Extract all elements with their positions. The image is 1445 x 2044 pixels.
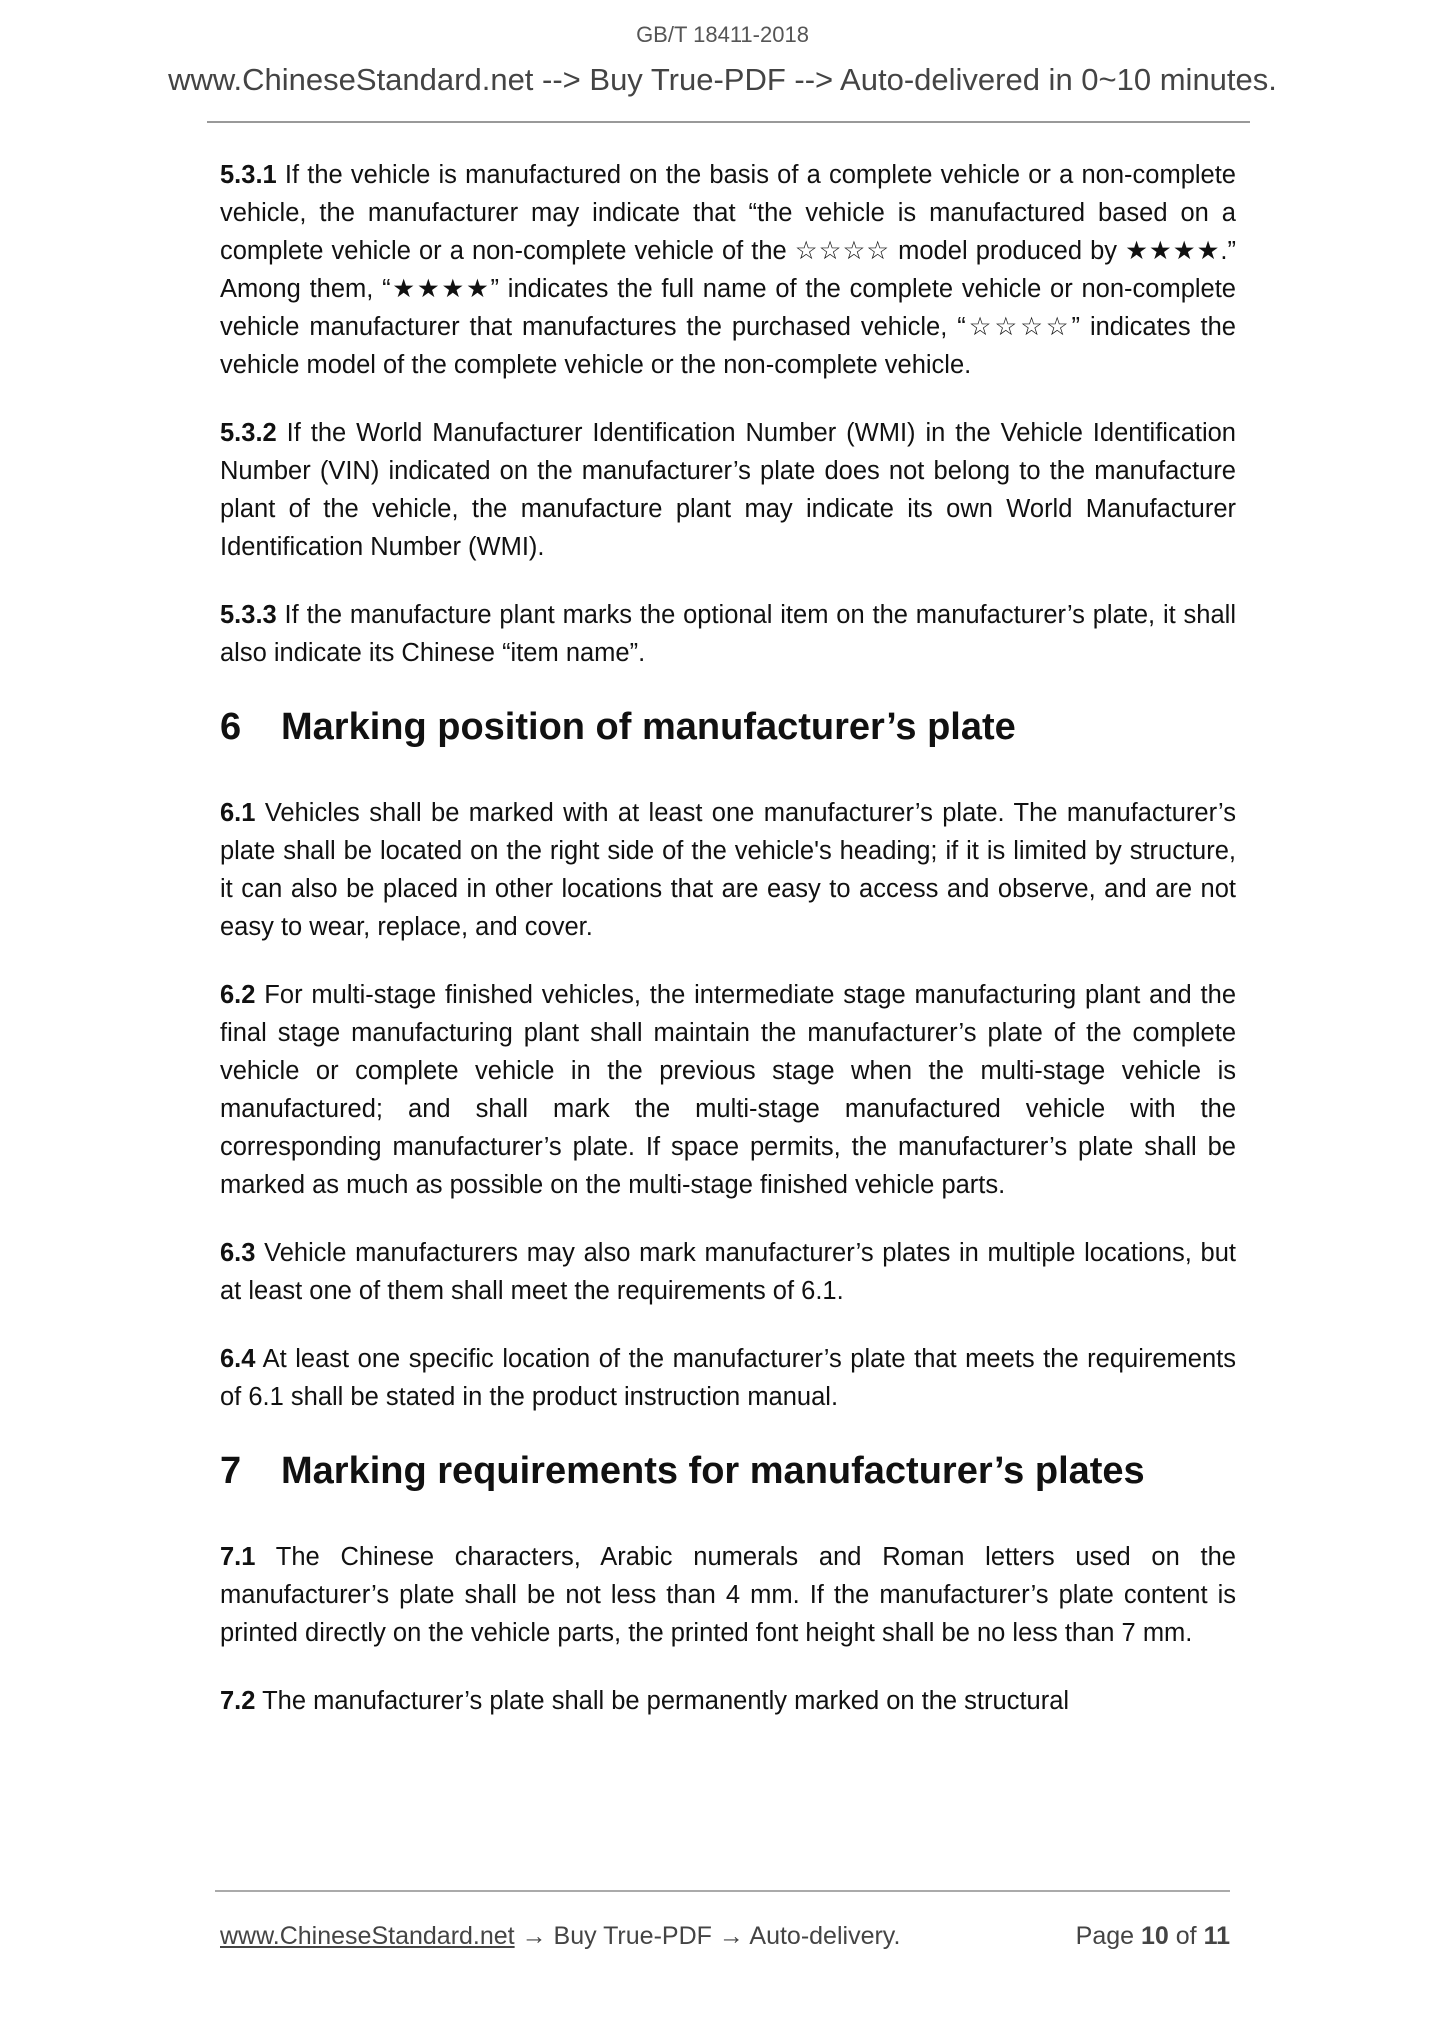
clause-paragraph bbox=[220, 1234, 1236, 1310]
clause-paragraph bbox=[220, 1682, 1236, 1720]
clause-number: 7.2 bbox=[220, 1687, 256, 1715]
page-number: 10 bbox=[1140, 1922, 1169, 1950]
clause-number: 5.3.2 bbox=[220, 419, 277, 447]
clause-text: The manufacturer’s plate shall be permanently marked on the structural bbox=[255, 1687, 1070, 1715]
clause-number: 6.2 bbox=[220, 981, 256, 1009]
clause-number: 5.3.1 bbox=[220, 161, 277, 189]
clause-paragraph bbox=[220, 794, 1236, 946]
clause-text: If the World Manufacturer Identification Number (WMI) in the Vehicle Identification Number (VIN) indicated on the manufacturer’s plate does not belong to the manufacture plant of the vehicle, the manufacture plant may indicate its own World Manufacturer Identification Number (WMI). bbox=[220, 419, 1236, 561]
section-title: Marking position of manufacturer’s plate bbox=[281, 706, 1016, 748]
clause-number: 5.3.3 bbox=[220, 601, 277, 629]
clause-text: Vehicle manufacturers may also mark manufacturer’s plates in multiple locations, but at least one of them shall meet the requirements of 6.1. bbox=[220, 1239, 1236, 1305]
section-heading bbox=[220, 702, 1236, 752]
of-label: of bbox=[1175, 1922, 1197, 1950]
clause-number: 6.3 bbox=[220, 1239, 256, 1267]
clause-text: At least one specific location of the manufacturer’s plate that meets the requirements of 6.1 shall be stated in the product instruction manual. bbox=[220, 1345, 1236, 1411]
clause-paragraph bbox=[220, 414, 1236, 566]
header-divider bbox=[207, 121, 1250, 123]
standard-code: GB/T 18411-2018 bbox=[636, 22, 809, 47]
clause-paragraph bbox=[220, 156, 1236, 384]
footer-divider bbox=[215, 1890, 1230, 1892]
clause-paragraph bbox=[220, 596, 1236, 672]
clause-paragraph bbox=[220, 1340, 1236, 1416]
clause-number: 6.1 bbox=[220, 799, 256, 827]
page-total: 11 bbox=[1203, 1922, 1230, 1950]
document-body bbox=[220, 156, 1236, 1750]
footer-text: → Buy True-PDF → Auto-delivery. bbox=[514, 1922, 901, 1950]
clause-text: Vehicles shall be marked with at least one manufacturer’s plate. The manufacturer’s plate shall be located on the right side of the vehicle's heading; if it is limited by structure, it can also be placed in other locations that are easy to access and observe, and are not easy to wear, replace, and cover. bbox=[220, 799, 1236, 941]
footer bbox=[220, 1922, 1230, 1951]
section-number: 6 bbox=[220, 706, 242, 748]
clause-paragraph bbox=[220, 976, 1236, 1204]
clause-text: The Chinese characters, Arabic numerals and Roman letters used on the manufacturer’s plate shall be not less than 4 mm. If the manufacturer’s plate content is printed directly on the vehicle parts, the printed font height shall be no less than 7 mm. bbox=[220, 1543, 1236, 1647]
header-banner bbox=[0, 62, 1445, 98]
clause-text: If the vehicle is manufactured on the basis of a complete vehicle or a non-complete vehicle, the manufacturer may indicate that “the vehicle is manufactured based on a complete vehicle or a non-complete vehicle of the ☆☆☆☆ model produced by ★★★★.” Among them, “★★★★” indicates the full name of the complete vehicle or non-complete vehicle manufacturer that manufactures the purchased vehicle, “☆☆☆☆” indicates the vehicle model of the complete vehicle or the non-complete vehicle. bbox=[220, 161, 1236, 379]
clause-number: 6.4 bbox=[220, 1345, 256, 1373]
footer-link[interactable]: www.ChineseStandard.net bbox=[220, 1922, 515, 1950]
clause-text: If the manufacture plant marks the optional item on the manufacturer’s plate, it shall also indicate its Chinese “item name”. bbox=[220, 601, 1236, 667]
clause-text: For multi-stage finished vehicles, the intermediate stage manufacturing plant and the final stage manufacturing plant shall maintain the manufacturer’s plate of the complete vehicle or complete vehicle in the previous stage when the multi-stage vehicle is manufactured; and shall mark the multi-stage manufactured vehicle with the corresponding manufacturer’s plate. If space permits, the manufacturer’s plate shall be marked as much as possible on the multi-stage finished vehicle parts. bbox=[220, 981, 1236, 1199]
section-heading bbox=[220, 1446, 1236, 1496]
section-title: Marking requirements for manufacturer’s plates bbox=[281, 1450, 1145, 1492]
header-banner-text: www.ChineseStandard.net --> Buy True-PDF --> Auto-delivered in 0~10 minutes. bbox=[168, 62, 1277, 97]
clause-number: 7.1 bbox=[220, 1543, 256, 1571]
page-label: Page bbox=[1075, 1922, 1135, 1950]
section-number: 7 bbox=[220, 1450, 242, 1492]
clause-paragraph bbox=[220, 1538, 1236, 1652]
page-indicator bbox=[1076, 1922, 1230, 1951]
